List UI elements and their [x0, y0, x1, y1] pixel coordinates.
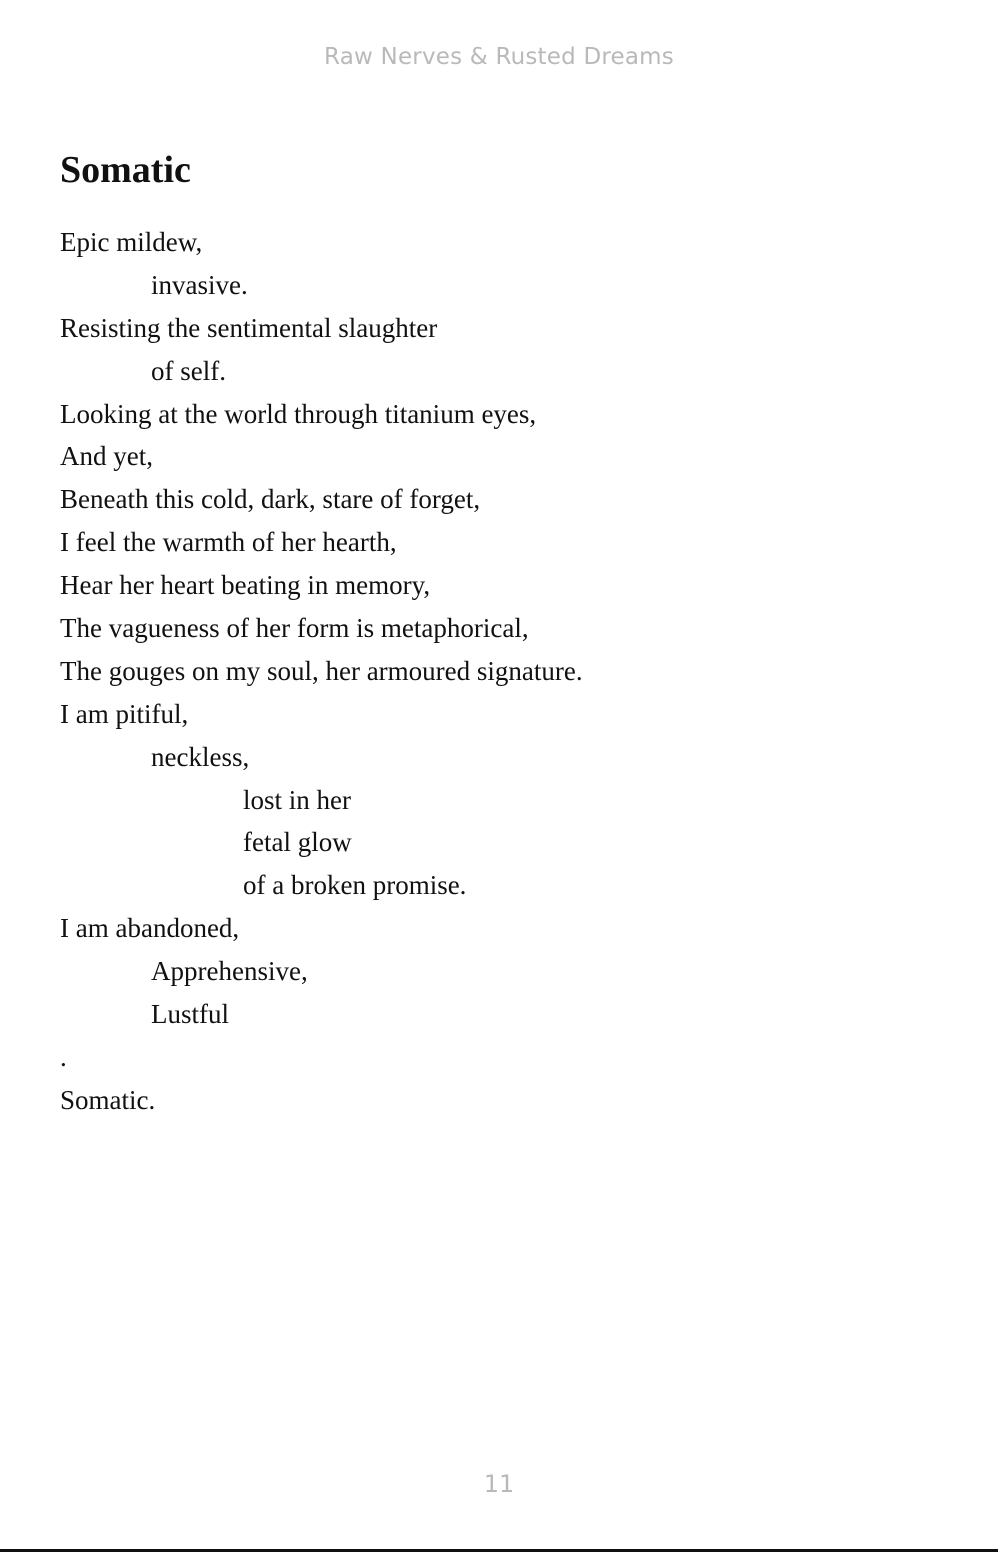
poem-line: lost in her — [243, 784, 351, 815]
poem-line: Beneath this cold, dark, stare of forget, — [60, 484, 481, 515]
poem-line: Somatic. — [60, 1084, 156, 1115]
poem-line: And yet, — [60, 441, 153, 472]
poem-line: Apprehensive, — [151, 956, 308, 987]
poem-line: of a broken promise. — [243, 870, 467, 901]
poem-line: Resisting the sentimental slaughter — [60, 312, 438, 343]
poem-line: Hear her heart beating in memory, — [60, 570, 431, 601]
poem-body — [60, 221, 940, 1122]
poem-line: The vagueness of her form is metaphorical, — [60, 613, 529, 644]
poem-line: I am pitiful, — [60, 698, 189, 729]
poem-line: I am abandoned, — [60, 913, 240, 944]
poem-line: I feel the warmth of her hearth, — [60, 527, 397, 558]
poem-line: fetal glow — [243, 827, 352, 858]
poem-title: Somatic — [60, 149, 191, 191]
page-number: 11 — [483, 1470, 515, 1498]
poem-line: invasive. — [151, 269, 248, 300]
poem-line: Looking at the world through titanium eyes, — [60, 398, 537, 429]
poem-line: Lustful — [151, 999, 229, 1030]
running-header: Raw Nerves & Rusted Dreams — [324, 44, 674, 70]
poem-line: of self. — [151, 355, 226, 386]
poem-line: Epic mildew, — [60, 227, 203, 257]
poem-line: The gouges on my soul, her armoured signature. — [60, 655, 583, 686]
poem-line: . — [60, 1041, 67, 1072]
poem-line: neckless, — [151, 741, 250, 772]
